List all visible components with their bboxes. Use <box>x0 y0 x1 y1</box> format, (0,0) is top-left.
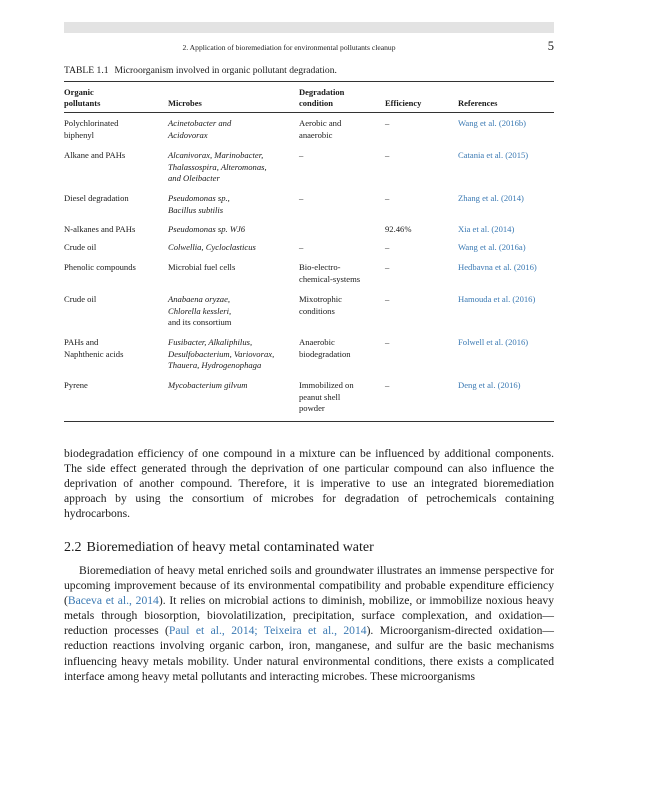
running-title: 2. Application of bioremediation for environmental pollutants cleanup <box>182 43 396 52</box>
col-microbes-header: Microbes <box>168 98 202 108</box>
cell-condition: Immobilized on peanut shell powder <box>299 380 354 414</box>
cell-pollutant: PAHs and Naphthenic acids <box>64 337 124 359</box>
cell-reference-link[interactable]: Zhang et al. (2014) <box>458 193 524 203</box>
table-header-rule <box>64 112 554 113</box>
cell-reference-link[interactable]: Xia et al. (2014) <box>458 224 515 234</box>
cell-pollutant: Alkane and PAHs <box>64 150 126 160</box>
cell-pollutant: Crude oil <box>64 242 97 252</box>
running-header <box>64 40 554 56</box>
cell-microbes: Anabaena oryzae, Chlorella kessleri, and its consortium <box>168 294 232 328</box>
cell-efficiency: – <box>385 242 390 252</box>
cell-microbes: Alcanivorax, Marinobacter, Thalassospira, Alteromonas, and Oleibacter <box>168 150 267 184</box>
cell-efficiency: – <box>385 294 390 304</box>
citation-link[interactable]: Baceva et al., 2014 <box>67 594 159 608</box>
table-top-rule <box>64 81 554 82</box>
table-label: TABLE 1.1 <box>64 65 109 76</box>
table-caption <box>64 65 337 76</box>
cell-condition: – <box>299 242 304 252</box>
cell-efficiency: – <box>385 118 390 128</box>
cell-reference-link[interactable]: Folwell et al. (2016) <box>458 337 529 347</box>
cell-reference-link[interactable]: Catania et al. (2015) <box>458 150 529 160</box>
col-pollutants-header: Organic pollutants <box>64 87 101 108</box>
cell-pollutant: Crude oil <box>64 294 97 304</box>
col-efficiency-header: Efficiency <box>385 98 422 108</box>
section-number: 2.2 <box>64 540 82 555</box>
table-caption-text: Microorganism involved in organic pollutant degradation. <box>114 65 337 76</box>
col-references-header: References <box>458 98 498 108</box>
cell-microbes: Pseudomonas sp. WJ6 <box>168 224 246 234</box>
section-title: Bioremediation of heavy metal contaminated water <box>86 540 374 555</box>
body-paragraph-1: biodegradation efficiency of one compound in a mixture can be influenced by additional components. The side effect generated through the deprivation of one particular compound can also influence the deprivation of another compound. Therefore, it is imperative to use an integrated bioremediation approach by using the consortium of microbes for degradation of petrochemicals containing hydrocarbons. <box>64 447 554 521</box>
cell-pollutant: Diesel degradation <box>64 193 129 203</box>
cell-pollutant: Polychlorinated biphenyl <box>64 118 119 140</box>
cell-reference-link[interactable]: Wang et al. (2016b) <box>458 118 527 128</box>
cell-condition: – <box>299 150 304 160</box>
body-paragraph-2: Bioremediation of heavy metal enriched soils and groundwater illustrates an immense perspective for upcoming improvement because of its environmental compatibility and probable expenditure efficiency (Baceva et al., 2014). It relies on microbial actions to diminish, mobilize, or immobilize noxious heavy metals through biosorption, biovolatilization, precipitation, surface complexation, and oxidation—reduction processes (Paul et al., 2014; Teixeira et al., 2014). Microorganism-directed oxidation—reduction reactions involving organic carbon, iron, manganese, and sulfur are the basic mechanisms influencing heavy metals mobility. Under natural environmental conditions, there exists a complicated interface among heavy metal pollutants and interacting microbes. These microorganisms <box>64 564 554 683</box>
cell-microbes: Pseudomonas sp., Bacillus subtilis <box>168 193 230 215</box>
section-heading <box>64 540 374 556</box>
cell-condition: Mixotrophic conditions <box>299 294 342 316</box>
cell-microbes: Colwellia, Cycloclasticus <box>168 242 256 252</box>
cell-condition: – <box>299 193 304 203</box>
cell-reference-link[interactable]: Hamouda et al. (2016) <box>458 294 536 304</box>
cell-reference-link[interactable]: Wang et al. (2016a) <box>458 242 526 252</box>
cell-efficiency: – <box>385 262 390 272</box>
cell-efficiency: – <box>385 193 390 203</box>
cell-microbes: Microbial fuel cells <box>168 262 236 272</box>
cell-microbes: Fusibacter, Alkaliphilus, Desulfobacterium, Variovorax, Thauera, Hydrogenophaga <box>168 337 275 371</box>
cell-efficiency: 92.46% <box>385 224 412 234</box>
cell-reference-link[interactable]: Deng et al. (2016) <box>458 380 521 390</box>
cell-microbes: Acinetobacter and Acidovorax <box>168 118 232 140</box>
cell-condition: Anaerobic biodegradation <box>299 337 351 359</box>
cell-condition: Aerobic and anaerobic <box>299 118 342 140</box>
cell-microbes: Mycobacterium gilvum <box>168 380 248 390</box>
top-gray-bar <box>64 22 554 33</box>
cell-pollutant: Pyrene <box>64 380 88 390</box>
cell-efficiency: – <box>385 150 390 160</box>
cell-efficiency: – <box>385 380 390 390</box>
table-bottom-rule <box>64 421 554 422</box>
cell-condition: Bio-electro- chemical-systems <box>299 262 361 284</box>
col-condition-header: Degradation condition <box>299 87 345 108</box>
page-number: 5 <box>547 39 554 53</box>
cell-pollutant: Phenolic compounds <box>64 262 136 272</box>
cell-efficiency: – <box>385 337 390 347</box>
cell-pollutant: N-alkanes and PAHs <box>64 224 136 234</box>
cell-reference-link[interactable]: Hedbavna et al. (2016) <box>458 262 537 272</box>
citation-link[interactable]: Paul et al., 2014; Teixeira et al., 2014 <box>168 624 367 638</box>
